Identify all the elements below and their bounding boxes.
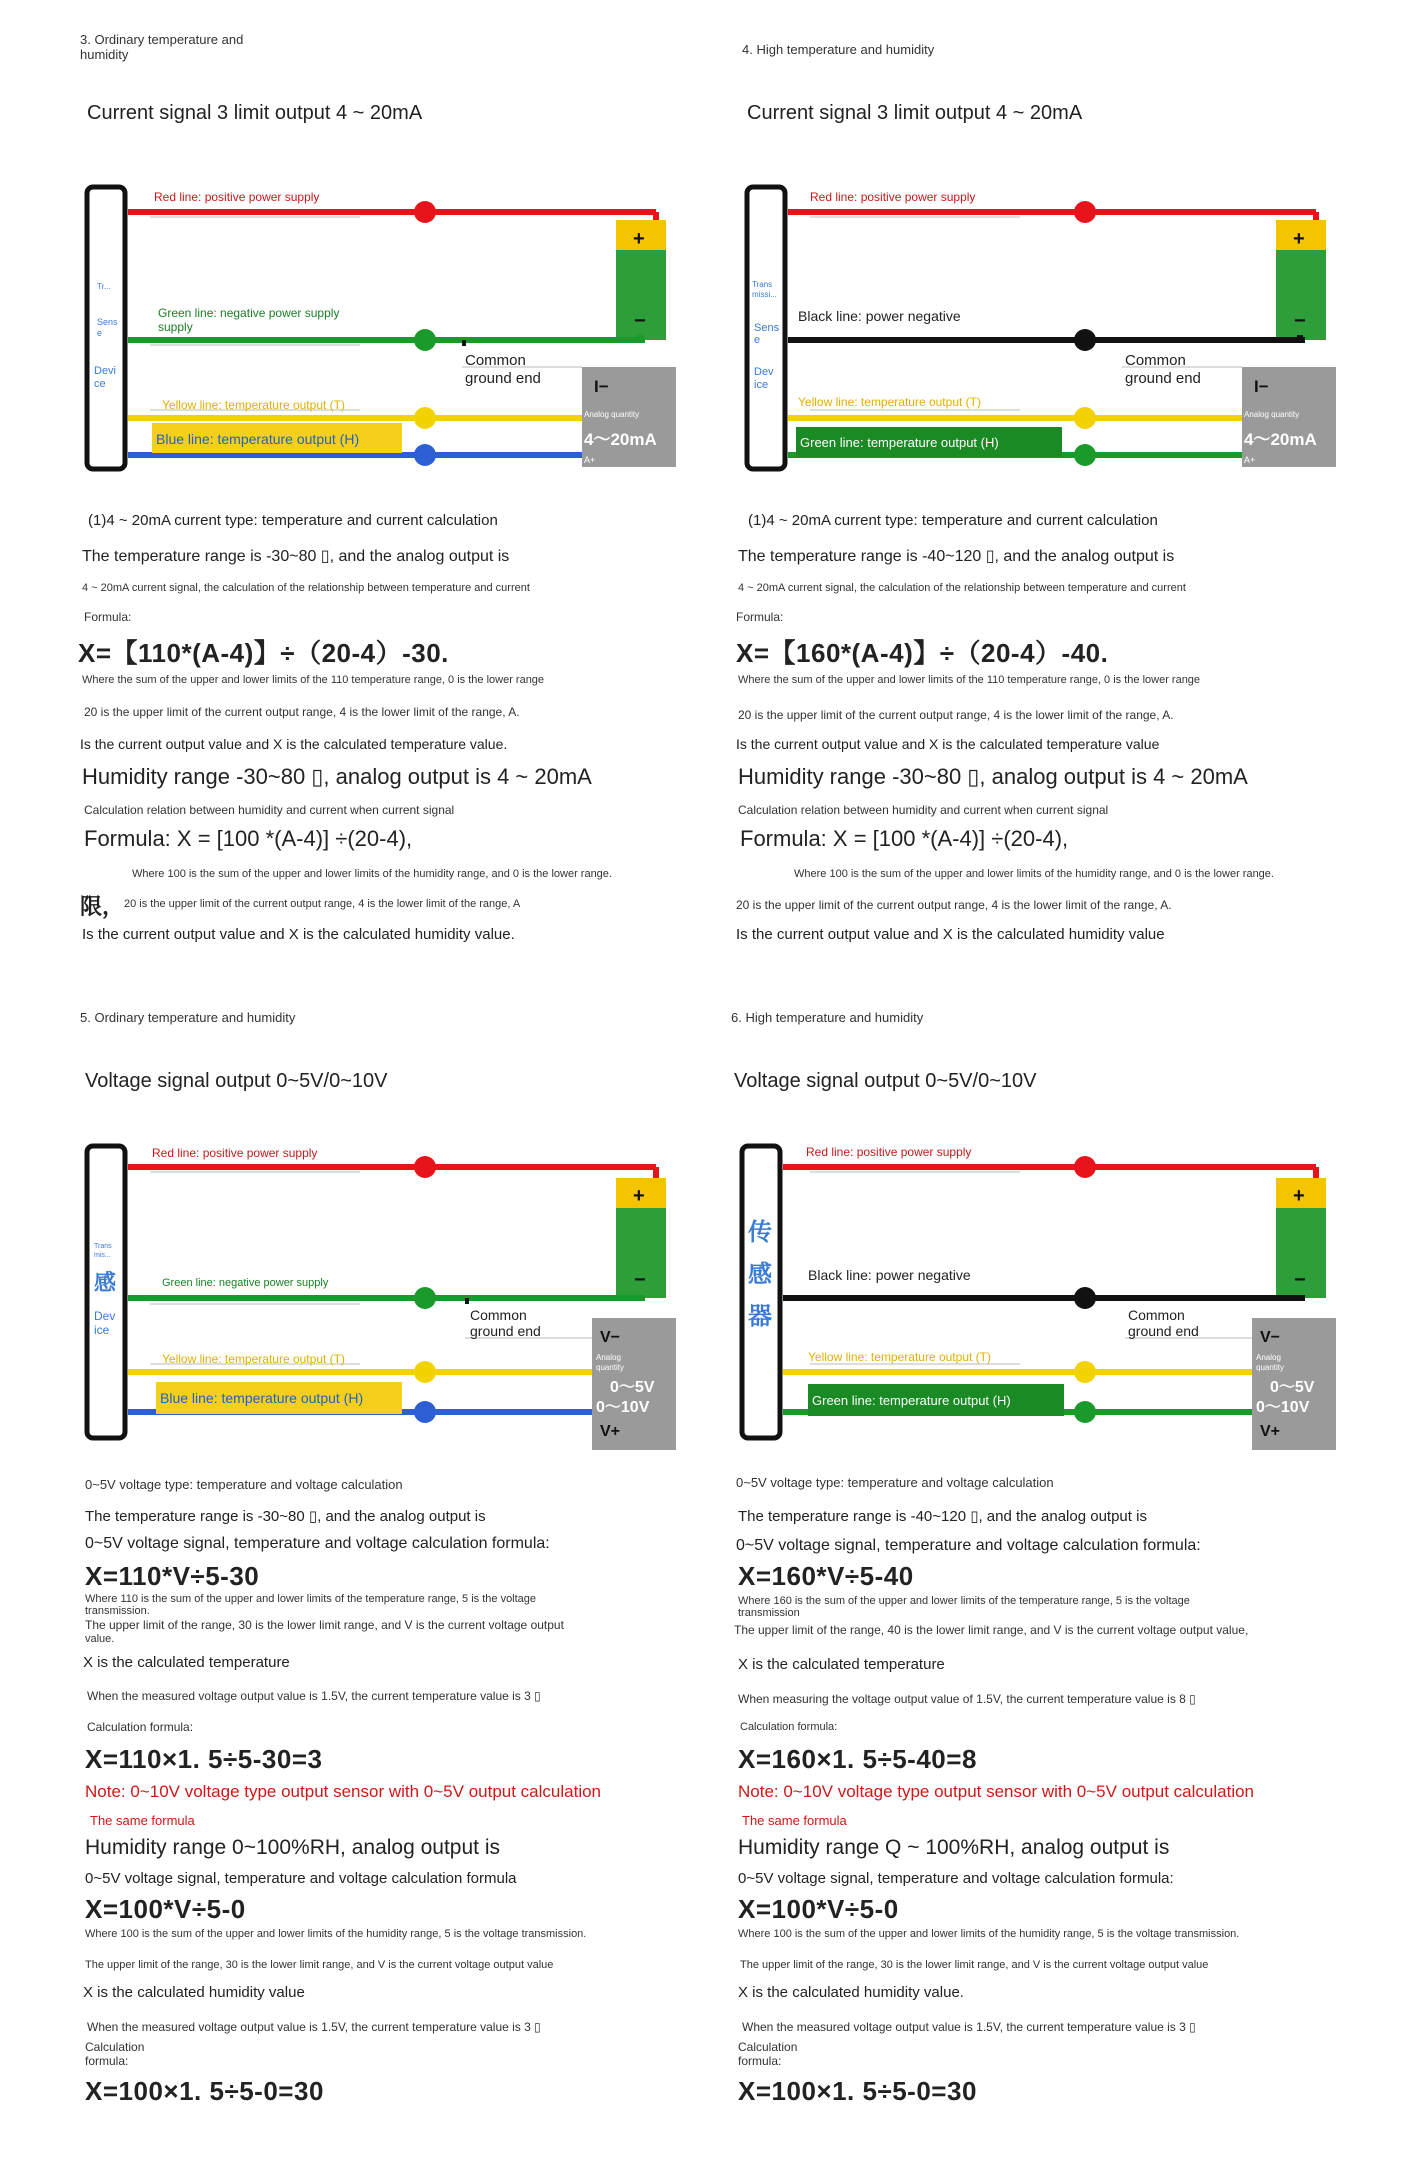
meter-analog-label-2: quantity [596,1363,625,1372]
battery-minus-icon: − [634,1269,646,1291]
wiring-diagram [730,165,1350,495]
text-line: Calculation formula: [87,1720,194,1734]
text-line: When the measured voltage output value is 1.5V, the current temperature value is 3 ▯ [87,2020,541,2034]
yellow-line-label: Yellow line: temperature output (T) [808,1350,991,1364]
green-node [1074,444,1096,466]
formula: X=110×1. 5÷5-30=3 [85,1744,323,1774]
wiring-diagram [70,165,690,495]
meter-top-label: V− [600,1329,621,1346]
section-title: 5. Ordinary temperature and humidity [80,1010,296,1025]
green-line-label: Green line: temperature output (H) [812,1393,1011,1408]
device-label-1: Trans [752,280,773,289]
red-node [1074,201,1096,223]
note-red-small: The same formula [742,1813,847,1828]
ground-end-label: ground end [470,1323,541,1339]
device-label-2: 感 [748,1261,772,1288]
device-label-1: Tr... [97,282,111,291]
text-line: Humidity range -30~80 ▯, analog output is 4 ~ 20mA [82,764,592,789]
text-line: The temperature range is -30~80 ▯, and the analog output is [82,548,510,565]
text-line: 20 is the upper limit of the current output range, 4 is the lower limit of the range, A. [736,898,1172,912]
text-line: formula: [738,2054,782,2068]
red-line-label: Red line: positive power supply [152,1146,318,1160]
black-line-label: Black line: power negative [808,1267,971,1283]
text-line: Humidity range Q ~ 100%RH, analog output is [738,1836,1170,1859]
section-title: 4. High temperature and humidity [742,42,935,57]
battery-plus-icon: + [1293,1185,1305,1207]
panel-current-high [730,20,1390,980]
meter-value-label-2: 0～10V [596,1399,650,1416]
meter-value-label-1: 0～5V [610,1379,655,1396]
green-line-label: Green line: temperature output (H) [800,435,999,450]
panel-heading: Current signal 3 limit output 4 ~ 20mA [87,102,423,124]
yellow-node [1074,1361,1096,1383]
ground-end-label: ground end [1125,370,1201,387]
text-line: 4 ~ 20mA current signal, the calculation of the relationship between temperature and current [738,582,1186,594]
text-line: Formula: [736,610,784,624]
green-line-label: Green line: negative power supply [162,1277,329,1289]
yellow-line-label: Yellow line: temperature output (T) [162,398,345,412]
green-node [414,329,436,351]
text-line: 0~5V voltage type: temperature and voltage calculation [85,1477,403,1492]
sensor-device-body [742,1146,780,1438]
device-label-3: 器 [748,1303,772,1330]
meter-value-label-1: 0～5V [1270,1379,1315,1396]
text-line: X is the calculated temperature [83,1654,290,1671]
blue-node [414,444,436,466]
formula: X=160*V÷5-40 [738,1561,914,1591]
text-line: Where the sum of the upper and lower limits of the 110 temperature range, 0 is the lower range [82,674,545,686]
red-line-label: Red line: positive power supply [806,1145,972,1159]
red-node [414,201,436,223]
formula: X=【110*(A-4)】÷（20-4）-30. [78,638,449,668]
device-label-3: Sens [754,322,780,334]
text-line: The upper limit of the range, 30 is the lower limit range, and V is the current voltage output [85,1618,564,1632]
text-line: Where 160 is the sum of the upper and lower limits of the temperature range, 5 is the voltage [738,1595,1190,1607]
text-line: Where 100 is the sum of the upper and lower limits of the humidity range, and 0 is the lower range. [794,868,1274,880]
text-line: 20 is the upper limit of the current output range, 4 is the lower limit of the range, A. [738,708,1174,722]
text-line: The temperature range is -30~80 ▯, and the analog output is [85,1508,486,1525]
note-red-small: The same formula [90,1813,195,1828]
text-line: 限， [80,894,125,919]
formula: X=100*V÷5-0 [85,1894,246,1924]
blue-line-label: Blue line: temperature output (H) [160,1390,364,1406]
device-label-4: Dev [94,1309,116,1323]
device-label-5: Dev [754,366,774,378]
text-line: Is the current output value and X is the calculated temperature value [736,736,1160,752]
meter-top-label: I− [594,377,609,396]
yellow-line-label: Yellow line: temperature output (T) [162,1352,345,1366]
text-line: X is the calculated humidity value [83,1984,305,2001]
device-label-6: ice [754,379,769,391]
yellow-node [414,1361,436,1383]
text-line: Formula: [84,610,132,624]
meter-value-label-2: 0～10V [1256,1399,1310,1416]
device-label-1: Trans [94,1243,112,1250]
text-line: 0~5V voltage signal, temperature and voltage calculation formula [85,1870,517,1887]
black-node [1074,329,1096,351]
black-line-label: Black line: power negative [798,308,961,324]
meter-analog-label: Analog quantity [584,410,640,419]
text-line: Calculation formula: [740,1721,838,1733]
formula: Formula: X = [100 *(A-4)] ÷(20-4), [84,826,413,851]
formula: X=100×1. 5÷5-0=30 [738,2076,977,2106]
text-line: The upper limit of the range, 30 is the lower limit range, and V is the current voltage output value [740,1959,1209,1971]
text-line: 4 ~ 20mA current signal, the calculation of the relationship between temperature and current [82,582,530,594]
ground-end-label: ground end [1128,1323,1199,1339]
text-line: Humidity range 0~100%RH, analog output is [85,1836,500,1859]
yellow-line-label: Yellow line: temperature output (T) [798,395,981,409]
text-line: value. [85,1633,115,1645]
panel-heading: Current signal 3 limit output 4 ~ 20mA [747,102,1083,124]
text-line: Calculation [85,2040,145,2054]
text-line: (1)4 ~ 20mA current type: temperature and current calculation [88,512,498,529]
text-line: Where 100 is the sum of the upper and lower limits of the humidity range, and 0 is the lower range. [132,868,612,880]
green-node [414,1287,436,1309]
panel-current-ordinary [70,20,730,980]
red-node [414,1156,436,1178]
text-line: transmission [738,1607,800,1619]
text-line: Humidity range -30~80 ▯, analog output is 4 ~ 20mA [738,764,1248,789]
yellow-node [414,407,436,429]
text-line: 20 is the upper limit of the current output range, 4 is the lower limit of the range, A. [84,705,520,719]
device-label-2: Sens [97,317,118,327]
meter-bottom-label: A+ [1244,455,1256,465]
note-red: Note: 0~10V voltage type output sensor with 0~5V output calculation [738,1782,1255,1801]
common-label: Common [1128,1307,1185,1323]
text-line: The temperature range is -40~120 ▯, and the analog output is [738,548,1175,565]
red-line-label: Red line: positive power supply [810,190,976,204]
text-line: The upper limit of the range, 40 is the lower limit range, and V is the current voltage output value, [734,1623,1249,1637]
text-line: Where 100 is the sum of the upper and lower limits of the humidity range, 5 is the voltage transmission. [738,1928,1240,1940]
formula: Formula: X = [100 *(A-4)] ÷(20-4), [740,826,1069,851]
meter-bottom-label: A+ [584,455,596,465]
text-line: Where 100 is the sum of the upper and lower limits of the humidity range, 5 is the voltage transmission. [85,1928,587,1940]
blue-node [414,1401,436,1423]
battery-plus-icon: + [1293,228,1305,250]
device-label-4: Devi [94,365,117,377]
note-red: Note: 0~10V voltage type output sensor with 0~5V output calculation [85,1782,602,1801]
meter-bottom-label: V+ [1260,1423,1281,1440]
device-label-5: ce [94,378,106,390]
panel-voltage-high [730,990,1390,1950]
text-line: The upper limit of the range, 30 is the lower limit range, and V is the current voltage output value [85,1959,554,1971]
text-line: transmission. [85,1605,150,1617]
text-line: Calculation [738,2040,798,2054]
device-label-2: missi... [752,290,777,299]
section-title: 6. High temperature and humidity [731,1010,924,1025]
text-line: 0~5V voltage signal, temperature and voltage calculation formula: [738,1870,1174,1887]
wiring-diagram [730,1120,1350,1460]
green-line-label-2: supply [158,320,193,334]
formula: X=100×1. 5÷5-0=30 [85,2076,324,2106]
red-line-label: Red line: positive power supply [154,190,320,204]
text-line: 0~5V voltage type: temperature and voltage calculation [736,1475,1054,1490]
meter-top-label: I− [1254,377,1269,396]
wiring-diagram [70,1120,690,1460]
common-label: Common [1125,352,1186,369]
common-label: Common [465,352,526,369]
device-label-5: ice [94,1323,110,1337]
meter-analog-label-1: Analog [596,1353,621,1362]
text-line: Calculation relation between humidity and current when current signal [738,803,1109,817]
blue-line-label: Blue line: temperature output (H) [156,431,360,447]
formula: X=100*V÷5-0 [738,1894,899,1924]
text-line: 20 is the upper limit of the current output range, 4 is the lower limit of the range, A [124,898,521,910]
formula: X=160×1. 5÷5-40=8 [738,1744,977,1774]
meter-top-label: V− [1260,1329,1281,1346]
meter-value-label: 4～20mA [584,430,657,449]
battery-plus-icon: + [633,1185,645,1207]
device-label-3: e [97,328,103,338]
formula: X=【160*(A-4)】÷（20-4）-40. [736,638,1109,668]
text-line: Calculation relation between humidity and current when current signal [84,803,455,817]
device-label-3: 感 [94,1270,117,1295]
black-node [1074,1287,1096,1309]
panel-voltage-ordinary [70,990,730,1950]
text-line: Where the sum of the upper and lower limits of the 110 temperature range, 0 is the lower range [738,674,1201,686]
section-title: 3. Ordinary temperature and humidity [80,32,244,62]
text-line: X is the calculated temperature [738,1656,945,1673]
sensor-device-body [87,187,125,469]
battery-plus-icon: + [633,228,645,250]
yellow-node [1074,407,1096,429]
text-line: Is the current output value and X is the calculated humidity value [736,926,1165,943]
green-node [1074,1401,1096,1423]
text-line: Where 110 is the sum of the upper and lower limits of the temperature range, 5 is the voltage [85,1593,537,1605]
text-line: Is the current output value and X is the calculated temperature value. [80,736,508,752]
ground-end-label: ground end [465,370,541,387]
device-label-4: e [754,334,761,346]
common-label: Common [470,1307,527,1323]
meter-bottom-label: V+ [600,1423,621,1440]
meter-value-label: 4～20mA [1244,430,1317,449]
text-line: X is the calculated humidity value. [738,1984,964,2001]
meter-analog-label: Analog quantity [1244,410,1300,419]
meter-analog-label-2: quantity [1256,1363,1285,1372]
text-line: When measuring the voltage output value of 1.5V, the current temperature value is 8 ▯ [738,1692,1196,1706]
panel-heading: Voltage signal output 0~5V/0~10V [85,1070,388,1092]
red-node [1074,1156,1096,1178]
formula: X=110*V÷5-30 [85,1561,260,1591]
green-line-label: Green line: negative power supply [158,306,340,320]
text-line: When the measured voltage output value is 1.5V, the current temperature value is 3 ▯ [87,1689,541,1703]
text-line: The temperature range is -40~120 ▯, and the analog output is [738,1508,1147,1525]
text-line: When the measured voltage output value is 1.5V, the current temperature value is 3 ▯ [742,2020,1196,2034]
device-label-1: 传 [748,1219,772,1246]
text-line: Is the current output value and X is the calculated humidity value. [82,926,515,943]
battery-minus-icon: − [1294,310,1306,332]
meter-analog-label-1: Analog [1256,1353,1281,1362]
battery-minus-icon: − [1294,1269,1306,1291]
text-line: formula: [85,2054,129,2068]
text-line: (1)4 ~ 20mA current type: temperature and current calculation [748,512,1158,529]
text-line: 0~5V voltage signal, temperature and voltage calculation formula: [736,1537,1201,1554]
battery-minus-icon: − [634,310,646,332]
device-label-2: mis... [94,1252,111,1259]
text-line: 0~5V voltage signal, temperature and voltage calculation formula: [85,1535,550,1552]
panel-heading: Voltage signal output 0~5V/0~10V [734,1070,1037,1092]
